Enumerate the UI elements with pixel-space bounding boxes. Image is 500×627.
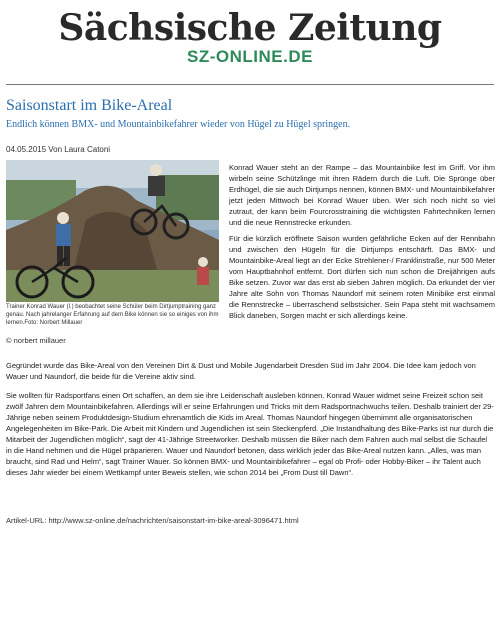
article-byline: 04.05.2015 Von Laura Catoni [6, 145, 111, 154]
photo-caption: Trainer Konrad Wauer (l.) beobachtet seine Schüler beim Dirtjumptraining ganz genau. Nach jahrelanger Erfahrung auf dem Bike können sie so einiges von ihm lernen.Foto: Norbert Millauer [6, 304, 219, 326]
article-paragraph: Sie wollten für Radsportfans einen Ort schaffen, an dem sie ihre Leidenschaft ausleben können. Konrad Wauer widmet seine Freizeit schon seit zwölf Jahren dem Mountainbikefahren. Allerdings will er seine Erfahrungen und Tricks mit dem Radsportnachwuchs teilen. Deshalb trainiert der 29-Jährige neben seinem Produktdesign-Studium ehrenamtlich die Kids im Areal. Thomas Naundorf hingegen übernimmt alle organisatorischen Angelegenheiten im Bike-Park. Die Arbeit mit Kindern und Jugendlichen ist sein Steckenpferd. „Die Instandhaltung des Bike-Parks ist nur durch die Mitarbeit der Jugendlichen möglich“, sagt der 41-Jährige Streetworker. Deshalb müssen die Biker nach dem Fahren auch mal selbst die Schaufel in die Hand nehmen und die Hügel präparieren. Wauer und Naundorf betonen, dass wirklich jeder das Bike-Areal nutzen kann. „Alles, was man braucht, sind Rad und Helm“, sagt Trainer Wauer. So können BMX- und Mountainbikefahrer – egal ob Profi- oder Hobby-Biker – ihr Talent auch dieses Jahr wieder bei einem Wettkampf unter Beweis stellen, wie schon 2014 bei „From Dust till Dawn“. [6, 391, 494, 477]
header-divider [6, 84, 494, 85]
article-url: Artikel-URL: http://www.sz-online.de/nachrichten/saisonstart-im-bike-areal-3096471.html [6, 516, 299, 525]
article-photo [6, 160, 219, 302]
article-paragraph: Für die kürzlich eröffnete Saison wurden gefährliche Ecken auf der Rennbahn und zwischen den Hügeln für die Dirtjumps entschärft. Das BMX- und Mountainbike-Areal liegt an der Ecke Strehlener-/ Franklinstraße, nur 500 Meter vom Hauptbahnhof entfernt. Dort dürfen sich nun schon die Dreijährigen aufs Bike setzen. Zuvor war das erst ab sieben Jahren möglich. Da erkundet der vier Jahre alte Sohn von Thomas Naundorf mit seinem roten Minibike erst einmal die Rennstrecke – überraschend selbstsicher. Sein Papa steht mit wachsamem Blick daneben, Sorgen macht er sich allerdings keine. [229, 234, 495, 320]
article-paragraph: Konrad Wauer steht an der Rampe – das Mountainbike fest im Griff. Vor ihm wirbeln seine Schützlinge mit ihren Rädern durch die Luft. Die Sprünge über Erdhügel, die sie auch Dirtjumps nennen, können BMX- und Mountainbikefahrer jetzt jeden Mittwoch bei Konrad Wauer üben. Wer sich noch nicht so viel zutraut, der kann beim Fourcrosstraining die wichtigsten Fahrtechniken lernen und die neue Rennstrecke erkunden. [229, 163, 495, 227]
newspaper-name: Sächsische Zeitung [58, 7, 442, 49]
article-column-right [229, 162, 495, 326]
site-name: SZ-ONLINE.DE [187, 47, 313, 66]
photo-credit: © norbert millauer [6, 336, 66, 345]
article-headline: Saisonstart im Bike-Areal [6, 97, 173, 114]
article-paragraph: Gegründet wurde das Bike-Areal von den Vereinen Dirt & Dust und Mobile Jugendarbeit Dresden Süd im Jahr 2004. Die Idee kam jedoch von Wauer und Naundorf, die beide für die Vereine aktiv sind. [6, 361, 476, 381]
article-subheadline: Endlich können BMX- und Mountainbikefahrer wieder von Hügel zu Hügel springen. [6, 119, 351, 130]
masthead [0, 8, 500, 67]
bmx-photo-illustration [6, 160, 219, 302]
